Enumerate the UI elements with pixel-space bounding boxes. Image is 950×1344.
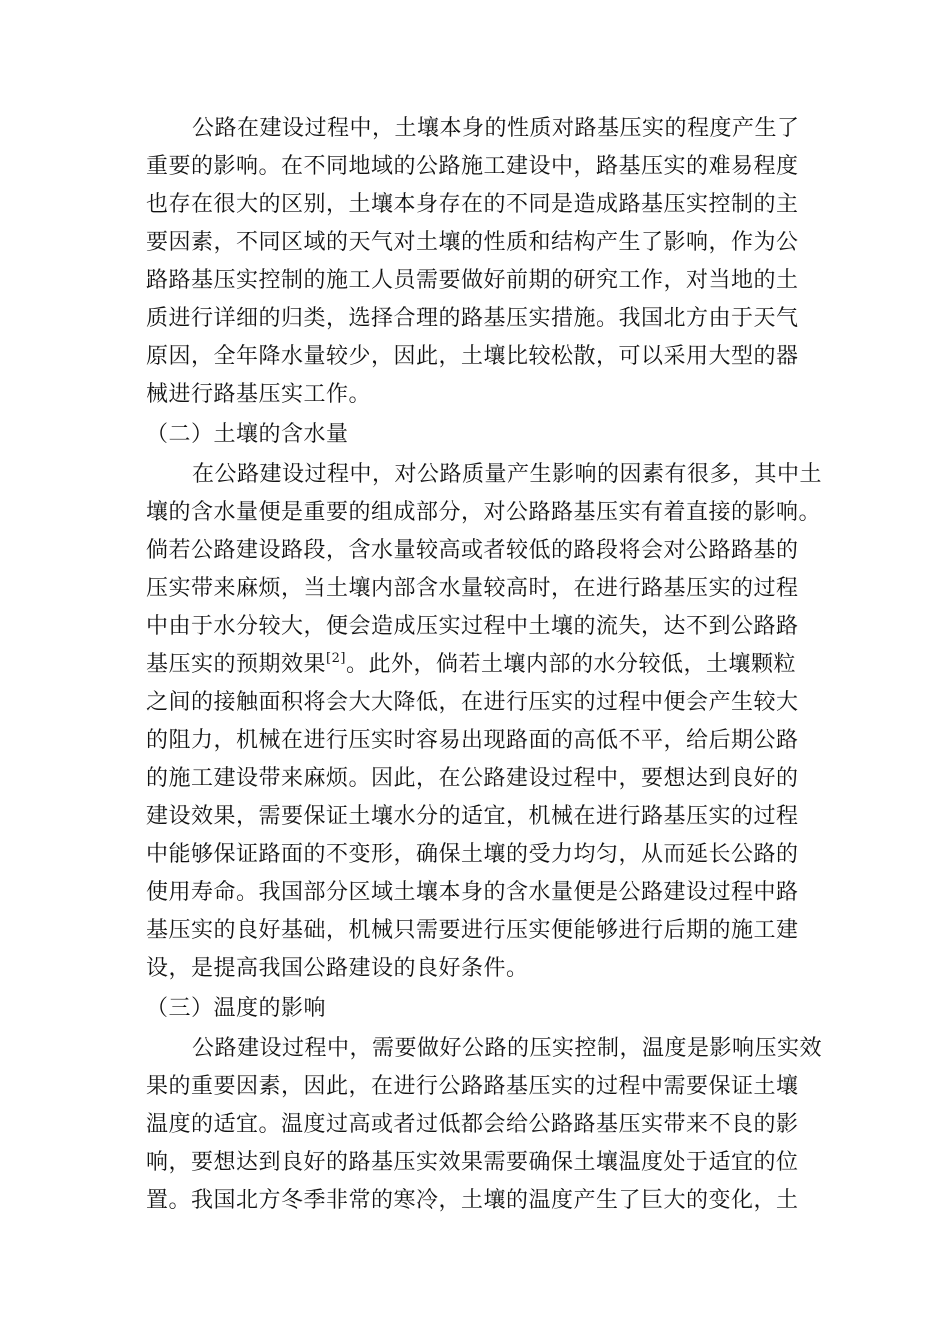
paragraph-line: 响，要想达到良好的路基压实效果需要确保土壤温度处于适宜的位 (146, 1150, 799, 1175)
paragraph-line: 公路建设过程中，需要做好公路的压实控制，温度是影响压实效 (192, 1036, 823, 1061)
paragraph-line: 压实带来麻烦，当土壤内部含水量较高时，在进行路基压实的过程 (146, 576, 799, 601)
paragraph-line: 重要的影响。在不同地域的公路施工建设中，路基压实的难易程度 (146, 154, 799, 179)
paragraph-line: 建设效果，需要保证土壤水分的适宜，机械在进行路基压实的过程 (146, 804, 799, 829)
paragraph-line: 基压实的良好基础，机械只需要进行压实便能够进行后期的施工建 (146, 918, 799, 943)
paragraph-line (146, 646, 806, 684)
citation-reference: [2] (326, 651, 346, 666)
paragraph-line: 使用寿命。我国部分区域土壤本身的含水量便是公路建设过程中路 (146, 880, 799, 905)
paragraph-line: 置。我国北方冬季非常的寒冷，土壤的温度产生了巨大的变化，土 (146, 1188, 799, 1213)
paragraph-line: 的阻力，机械在进行压实时容易出现路面的高低不平，给后期公路 (146, 728, 799, 753)
paragraph-line: 的施工建设带来麻烦。因此，在公路建设过程中，要想达到良好的 (146, 766, 799, 791)
section-heading-temperature: （三）温度的影响 (146, 996, 327, 1021)
paragraph-line: 倘若公路建设路段，含水量较高或者较低的路段将会对公路路基的 (146, 538, 799, 563)
paragraph-line: 之间的接触面积将会大大降低，在进行压实的过程中便会产生较大 (146, 690, 799, 715)
line-text: 基压实的预期效果 (146, 652, 327, 677)
paragraph-line: 路路基压实控制的施工人员需要做好前期的研究工作，对当地的土 (146, 268, 799, 293)
paragraph-line: 在公路建设过程中，对公路质量产生影响的因素有很多，其中土 (192, 462, 823, 487)
paragraph-line: 质进行详细的归类，选择合理的路基压实措施。我国北方由于天气 (146, 306, 799, 331)
paragraph-line: 中能够保证路面的不变形，确保土壤的受力均匀，从而延长公路的 (146, 842, 799, 867)
paragraph-line: 公路在建设过程中，土壤本身的性质对路基压实的程度产生了 (192, 116, 800, 141)
paragraph-line: 壤的含水量便是重要的组成部分，对公路路基压实有着直接的影响。 (146, 500, 822, 525)
paragraph-line: 原因，全年降水量较少，因此，土壤比较松散，可以采用大型的器 (146, 344, 799, 369)
paragraph-line: 也存在很大的区别，土壤本身存在的不同是造成路基压实控制的主 (146, 192, 799, 217)
paragraph-line: 械进行路基压实工作。 (146, 382, 372, 407)
paragraph-line: 中由于水分较大，便会造成压实过程中土壤的流失，达不到公路路 (146, 614, 799, 639)
section-heading-water-content: （二）土壤的含水量 (146, 422, 349, 447)
paragraph-line: 果的重要因素，因此，在进行公路路基压实的过程中需要保证土壤 (146, 1074, 799, 1099)
paragraph-line: 温度的适宜。温度过高或者过低都会给公路路基压实带来不良的影 (146, 1112, 799, 1137)
paragraph-line: 设，是提高我国公路建设的良好条件。 (146, 956, 529, 981)
paragraph-line: 要因素，不同区域的天气对土壤的性质和结构产生了影响，作为公 (146, 230, 799, 255)
line-text: 。此外，倘若土壤内部的水分较低，土壤颗粒 (345, 652, 796, 677)
